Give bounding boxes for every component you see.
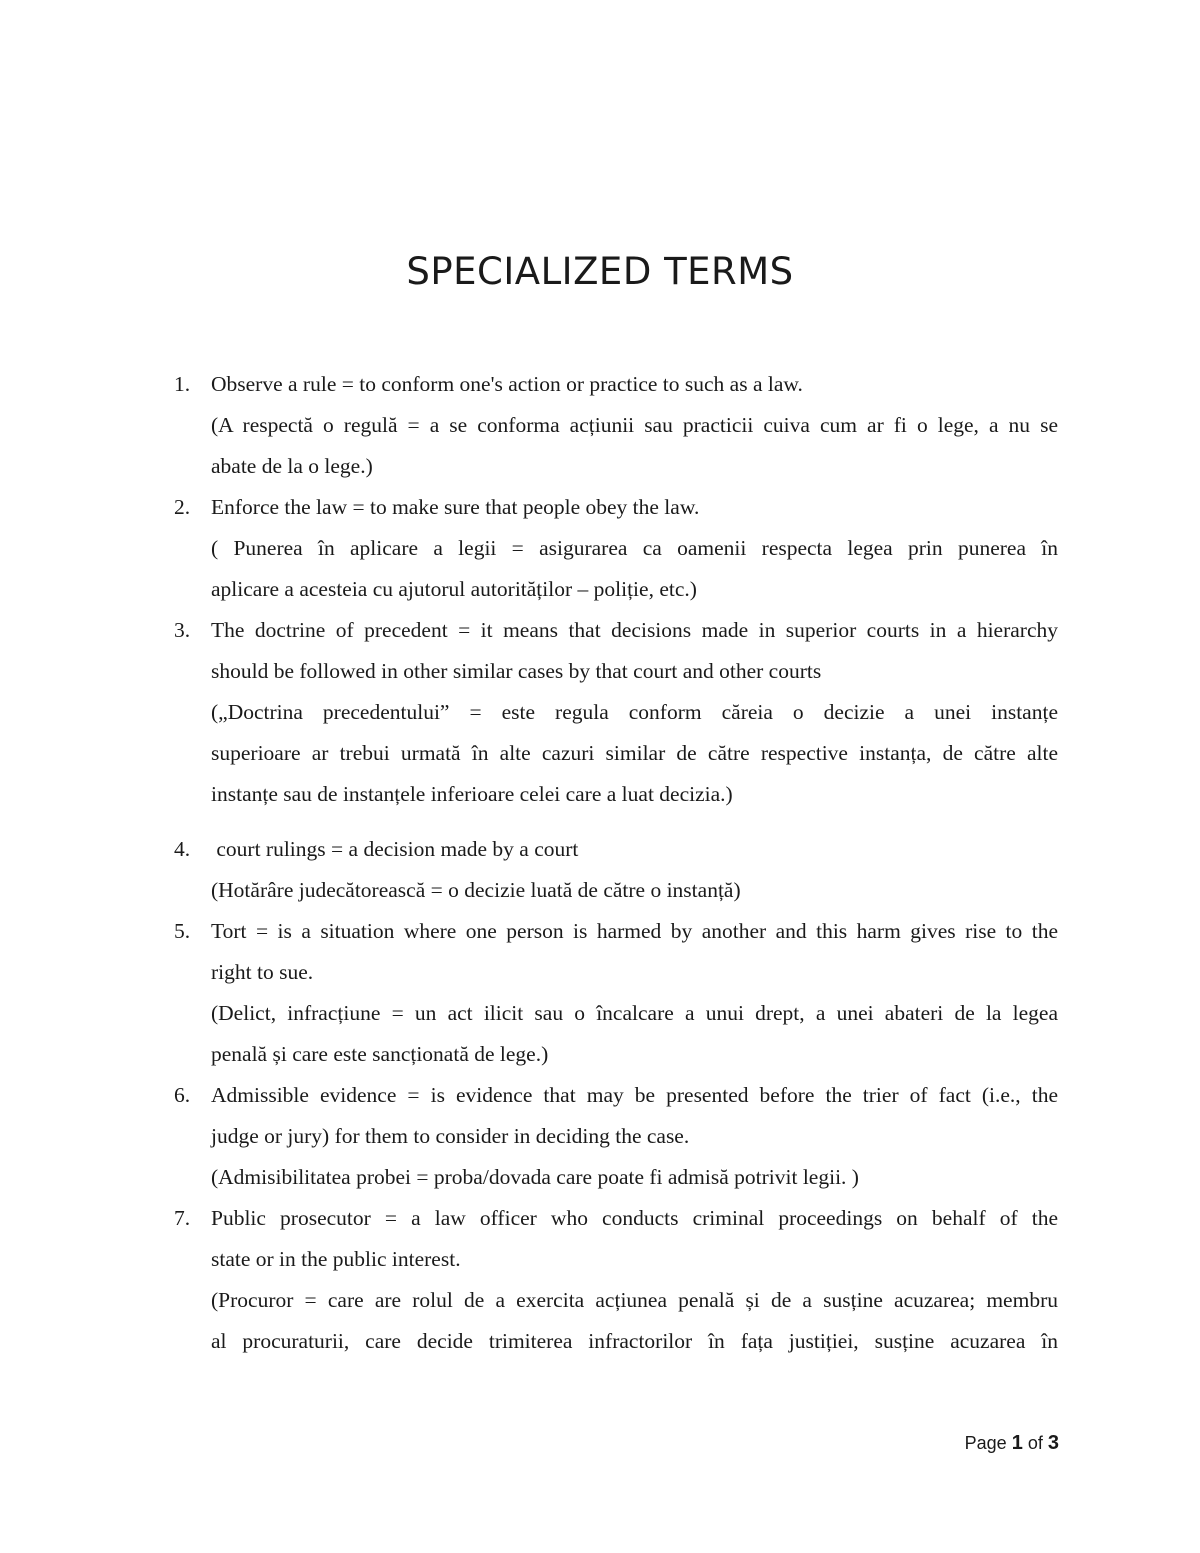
term-line: (Procuror = care are rolul de a exercita acțiunea penală și de a susține acuzarea; membru [211, 1288, 1058, 1312]
term-line: should be followed in other similar cases by that court and other courts [211, 659, 822, 683]
term-item [0, 1198, 1200, 1362]
term-body [211, 610, 1058, 815]
term-item [0, 1075, 1200, 1198]
term-line: Enforce the law = to make sure that people obey the law. [211, 495, 700, 519]
term-line: instanțe sau de instanțele inferioare celei care a luat decizia.) [211, 782, 733, 806]
term-body [211, 829, 1058, 911]
term-line: abate de la o lege.) [211, 454, 373, 478]
total-pages-number: 3 [1047, 1432, 1059, 1454]
term-item [0, 610, 1200, 815]
term-line: (Delict, infracțiune = un act ilicit sau o încalcare a unui drept, a unei abateri de la legea [211, 1001, 1058, 1025]
current-page-number: 1 [1011, 1432, 1023, 1454]
term-line: court rulings = a decision made by a court [211, 837, 579, 861]
of-label: of [1027, 1433, 1043, 1453]
term-line: al procuraturii, care decide trimiterea infractorilor în fața justiției, susține acuzarea în [211, 1329, 1058, 1353]
page-footer [965, 1428, 1059, 1458]
term-number: 1. [174, 372, 191, 396]
term-line: (Admisibilitatea probei = proba/dovada care poate fi admisă potrivit legii. ) [211, 1165, 859, 1189]
term-number: 2. [174, 495, 191, 519]
term-body [211, 1198, 1058, 1362]
term-line: The doctrine of precedent = it means that decisions made in superior courts in a hierarchy [211, 618, 1058, 642]
term-line: Tort = is a situation where one person is harmed by another and this harm gives rise to the [211, 919, 1058, 943]
term-line: superioare ar trebui urmată în alte cazuri similar de către respective instanța, de către alte [211, 741, 1058, 765]
term-line: („Doctrina precedentului” = este regula conform căreia o decizie a unei instanțe [211, 700, 1058, 724]
term-number: 3. [174, 618, 191, 642]
term-line: aplicare a acesteia cu ajutorul autorităților – poliție, etc.) [211, 577, 697, 601]
term-number: 4. [174, 837, 191, 861]
term-number: 5. [174, 919, 191, 943]
term-line: penală și care este sancționată de lege.) [211, 1042, 549, 1066]
term-line: right to sue. [211, 960, 314, 984]
term-body [211, 1075, 1058, 1198]
term-line: ( Punerea în aplicare a legii = asigurarea ca oamenii respecta legea prin punerea în [211, 536, 1058, 560]
term-line: (Hotărâre judecătorească = o decizie luată de către o instanță) [211, 878, 741, 902]
term-line: Admissible evidence = is evidence that may be presented before the trier of fact (i.e., the [211, 1083, 1058, 1107]
term-body [211, 364, 1058, 487]
terms-list [0, 364, 1200, 1362]
term-line: Public prosecutor = a law officer who conducts criminal proceedings on behalf of the [211, 1206, 1058, 1230]
term-body [211, 487, 1058, 610]
term-number: 6. [174, 1083, 191, 1107]
term-item [0, 364, 1200, 487]
term-item [0, 487, 1200, 610]
term-number: 7. [174, 1206, 191, 1230]
page-label: Page [964, 1433, 1007, 1453]
term-line: (A respectă o regulă = a se conforma acțiunii sau practicii cuiva cum ar fi o lege, a nu se [211, 413, 1058, 437]
term-item [0, 829, 1200, 911]
page-title: SPECIALIZED TERMS [406, 250, 794, 293]
term-line: state or in the public interest. [211, 1247, 461, 1271]
term-body [211, 911, 1058, 1075]
term-line: judge or jury) for them to consider in deciding the case. [211, 1124, 690, 1148]
term-item [0, 911, 1200, 1075]
term-line: Observe a rule = to conform one's action or practice to such as a law. [211, 372, 803, 396]
